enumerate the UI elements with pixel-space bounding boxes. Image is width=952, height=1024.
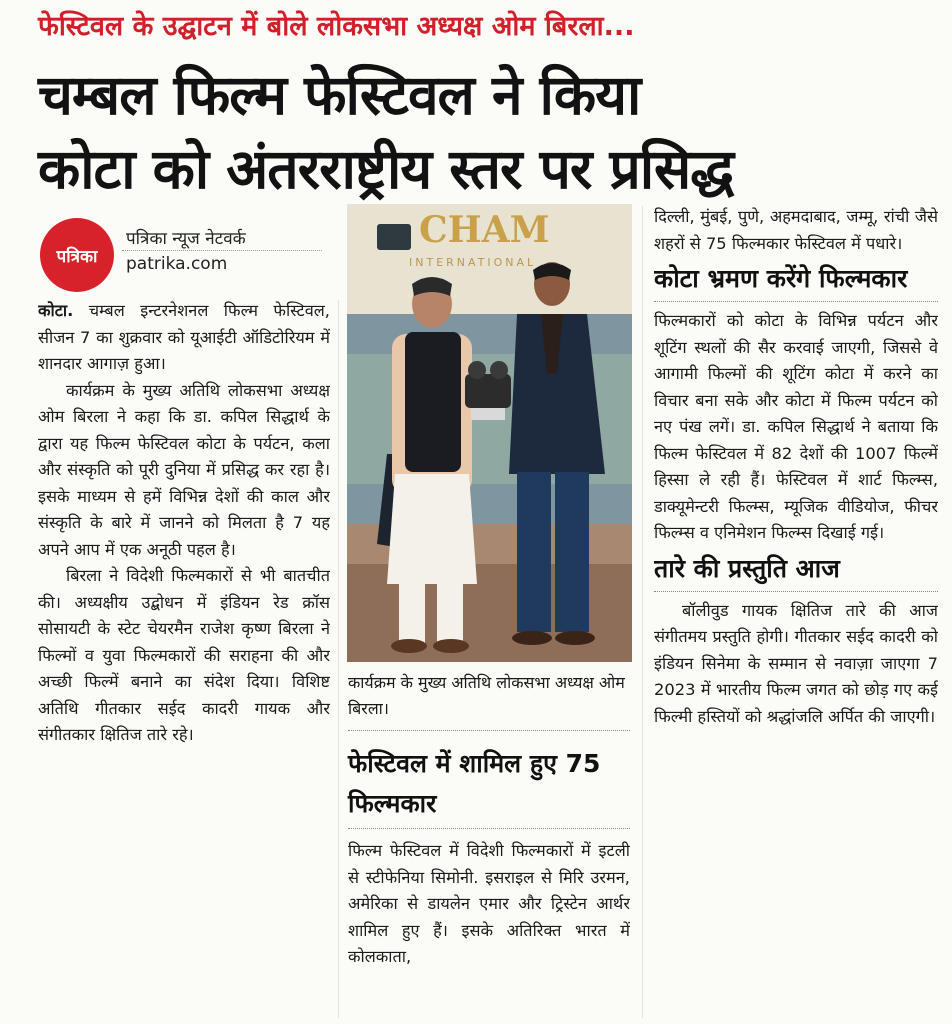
dateline: कोटा. xyxy=(38,301,74,320)
byline-site-link[interactable]: patrika.com xyxy=(126,254,228,274)
award-photo-illustration xyxy=(347,204,632,662)
trophy-icon xyxy=(465,374,511,408)
col3-subhead-2: तारे की प्रस्तुति आज xyxy=(654,553,840,583)
byline-network: पत्रिका न्यूज नेटवर्क xyxy=(126,229,246,249)
byline-divider xyxy=(122,250,322,251)
photo-banner-text: CHAM xyxy=(419,209,550,251)
patrika-logo: पत्रिका xyxy=(40,218,114,292)
column-divider xyxy=(338,300,339,1018)
photo-caption: कार्यक्रम के मुख्य अतिथि लोकसभा अध्यक्ष ओम बिरला। xyxy=(348,673,625,718)
col1-paragraph-2: कार्यक्रम के मुख्य अतिथि लोकसभा अध्यक्ष ओम बिरला ने कहा कि डा. कपिल सिद्धार्थ के द्वारा यह फिल्म फेस्टिवल कोटा के पर्यटन, कला और संस्कृति को पूरी दुनिया में प्रसिद्ध कर रहा है। इसके माध्यम से हमें विभिन्न देशों की काल और संस्कृति के बारे में जानने को मिलता है 7 यह अपने आप में एक अनूठी पहल है। xyxy=(38,380,330,559)
col3-paragraph-2: बॉलीवुड गायक क्षितिज तारे की आज संगीतमय प्रस्तुति होगी। गीतकार सईद कादरी को इंडियन सिनेमा के सम्मान से नवाज़ा जाएगा 7 2023 में भारतीय फिल्म जगत को छोड़ गए कई फिल्मी हस्तियों को श्रद्धांजलि अर्पित की जाएगी। xyxy=(654,600,938,726)
subhead-divider xyxy=(654,591,938,592)
article-column-3 xyxy=(654,204,938,1020)
headline-line-1: चम्बल फिल्म फेस्टिवल ने किया xyxy=(38,63,641,127)
column-divider xyxy=(642,206,643,1018)
camera-icon xyxy=(377,224,411,250)
byline xyxy=(38,218,328,288)
subhead-divider xyxy=(348,828,630,829)
photo-banner-subtext: INTERNATIONAL xyxy=(409,256,537,269)
col2-paragraph-1: फिल्म फेस्टिवल में विदेशी फिल्मकारों में इटली से स्टीफेनिया सिमोनी. इसराइल से मिरि उरमन, अमेरिका से डायलेन एमार और ट्रिस्टेन आर्थर शामिल हुए हैं। इसके अतिरिक्त भारत में कोलकाता, xyxy=(348,841,630,966)
col3-subhead-1: कोटा भ्रमण करेंगे फिल्मकार xyxy=(654,264,908,293)
kicker: फेस्टिवल के उद्घाटन में बोले लोकसभा अध्यक्ष ओम बिरला... xyxy=(38,11,635,42)
col1-paragraph-1: चम्बल इन्टरनेशनल फिल्म फेस्टिवल, सीजन 7 का शुक्रवार को यूआईटी ऑडिटोरियम में शानदार आगाज़ हुआ। xyxy=(38,301,330,373)
caption-divider xyxy=(348,730,630,731)
col3-paragraph-1: फिल्मकारों को कोटा के विभिन्न पर्यटन और शूटिंग स्थलों की सैर करवाई जाएगी, जिससे वे आगामी फिल्मों की शूटिंग कोटा में करने का विचार बना सके और कोटा में फिल्म पर्यटन को नए पंख लगें। डा. कपिल सिद्धार्थ ने बताया कि फिल्म फेस्टिवल में 82 देशों की 1007 फिल्में हिस्सा ले रही हैं। फेस्टिवल में शार्ट फिल्म्स, डाक्यूमेन्टरी फिल्म्स, म्यूजिक वीडियोज, फीचर फिल्म्स व एनिमेशन फिल्म्स दिखाई गई। xyxy=(654,311,938,542)
col2-subhead: फेस्टिवल में शामिल हुए 75 फिल्मकार xyxy=(348,749,601,818)
headline-line-2: कोटा को अंतरराष्ट्रीय स्तर पर प्रसिद्ध xyxy=(38,137,734,201)
subhead-divider xyxy=(654,301,938,302)
headline xyxy=(38,58,928,206)
article-column-2 xyxy=(348,838,630,1018)
article-column-1 xyxy=(38,298,330,1018)
col3-paragraph-0: दिल्ली, मुंबई, पुणे, अहमदाबाद, जम्मू, रांची जैसे शहरों से 75 फिल्मकार फेस्टिवल में पधारे। xyxy=(654,207,938,253)
event-photo xyxy=(347,204,632,662)
col1-paragraph-3: बिरला ने विदेशी फिल्मकारों से भी बातचीत की। अध्यक्षीय उद्बोधन में इंडियन रेड क्रॉस सोसायटी के स्टेट चेयरमैन राजेश कृष्ण बिरला ने फिल्मों व युवा फिल्मकारों की सराहना की और अच्छी फिल्में बनाने का संदेश दिया। विशिष्ट अतिथि गीतकार सईद कादरी गायक और संगीतकार क्षितिज तारे रहे। xyxy=(38,566,330,744)
